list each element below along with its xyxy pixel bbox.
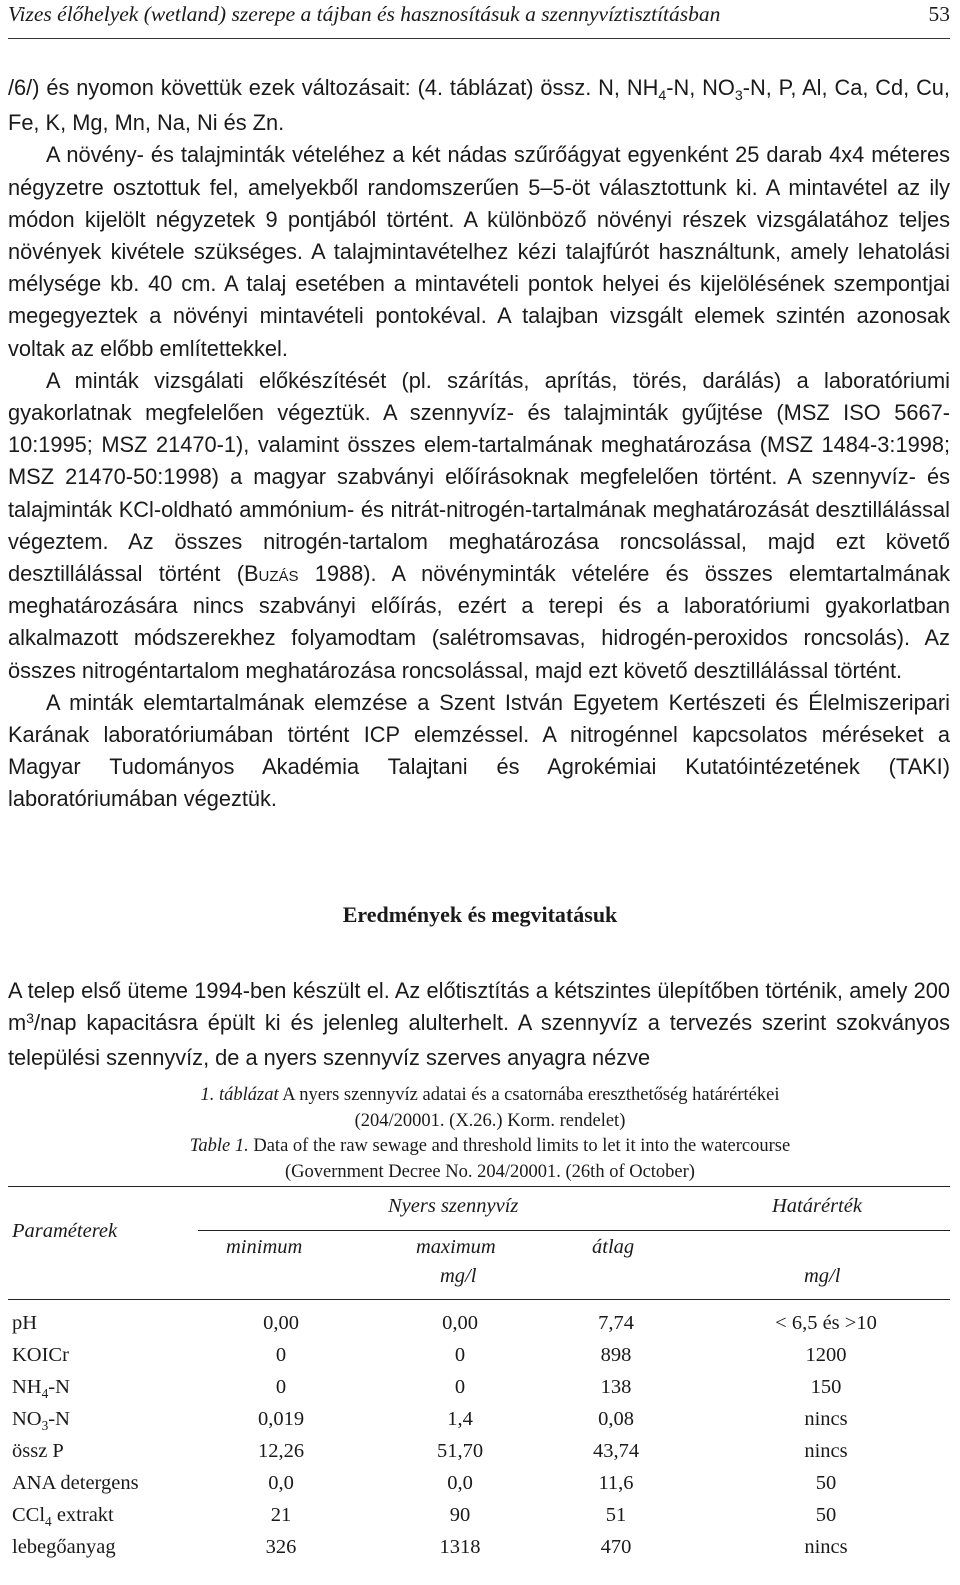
- paragraph-1: /6/) és nyomon követtük ezek változásait: (4. táblázat) össz. N, $NH_4-N$, $NO_3-N$, P, Al, Ca, Cd, Cu, Fe, K, Mg, Mn, Na, Ni és Zn.: [8, 75, 950, 136]
- value-cell-avg: 7,74: [598, 1312, 634, 1334]
- header-average: átlag: [592, 1236, 635, 1258]
- value-cell-limit: nincs: [804, 1408, 848, 1430]
- value-cell-min: 21: [270, 1504, 292, 1526]
- value-cell-max: 0: [454, 1376, 466, 1398]
- header-unit-raw: mg/l: [440, 1265, 477, 1287]
- value-cell-avg: 51: [605, 1504, 627, 1526]
- running-title: Vizes élőhelyek (wetland) szerepe a tájban és hasznosításuk a szennyvíztisztításban: [8, 2, 721, 26]
- value-cell-limit: 150: [810, 1376, 842, 1398]
- value-cell-limit: < 6,5 és >10: [775, 1312, 877, 1334]
- param-cell: ANA detergens: [12, 1472, 139, 1494]
- param-cell: KOICr: [12, 1344, 69, 1366]
- section-title: Eredmények és megvitatásuk: [342, 902, 618, 927]
- value-cell-limit: 50: [815, 1504, 837, 1526]
- value-cell-limit: 50: [815, 1472, 837, 1494]
- value-cell-max: 0,0: [447, 1472, 473, 1494]
- table-top-rule: [8, 1186, 950, 1187]
- paragraph-4: A minták elemtartalmának elemzése a Szent István Egyetem Kertészeti és Élelmiszeripari Karának laboratóriumában történt ICP elemzéssel. A nitrogénnel kapcsolatos méréseket a Magyar Tudományos Akadémia Talajtani és Agrokémiai Kutatóintézetének (TAKI) laboratóriumában végeztük.: [8, 689, 950, 812]
- value-cell-min: 0,0: [268, 1472, 294, 1494]
- param-cell: össz P: [12, 1440, 64, 1462]
- header-raw-sewage: Nyers szennyvíz: [388, 1195, 519, 1217]
- value-cell-avg: 11,6: [598, 1472, 634, 1494]
- value-cell-max: 0,00: [442, 1312, 478, 1334]
- value-cell-limit: 1200: [805, 1344, 847, 1366]
- value-cell-min: 0: [275, 1344, 287, 1366]
- header-unit-limit: mg/l: [804, 1265, 841, 1287]
- value-cell-avg: 470: [600, 1536, 632, 1558]
- value-cell-avg: 898: [600, 1344, 632, 1366]
- param-cell: $NH_4-N$: [12, 1376, 70, 1401]
- value-cell-avg: 138: [600, 1376, 632, 1398]
- param-cell: $NO_3-N$: [12, 1408, 70, 1433]
- value-cell-avg: 43,74: [592, 1440, 640, 1462]
- page-number: 53: [928, 2, 950, 26]
- value-cell-limit: nincs: [804, 1536, 848, 1558]
- header-limit: Határérték: [772, 1195, 862, 1217]
- value-cell-max: 51,70: [436, 1440, 484, 1462]
- value-cell-min: 0,00: [263, 1312, 299, 1334]
- value-cell-avg: 0,08: [598, 1408, 634, 1430]
- running-header: [8, 2, 950, 39]
- header-maximum: maximum: [416, 1236, 496, 1258]
- header-param: Paraméterek: [12, 1220, 118, 1242]
- table-caption: 1. táblázat A nyers szennyvíz adatai és a csatornába ereszthetőség határértékei (204/20001. (X.26.) Korm. rendelet) Table 1. Data of the raw sewage and threshold limits to let it into the watercourse (Government Decree No. 204/20001. (26th of October): [189, 1085, 791, 1182]
- value-cell-min: 12,26: [257, 1440, 305, 1462]
- value-cell-limit: nincs: [804, 1440, 848, 1462]
- value-cell-max: 1,4: [447, 1408, 473, 1430]
- table-group-rule: [198, 1230, 950, 1231]
- author-citation: Buzás: [243, 561, 299, 587]
- param-cell: pH: [12, 1312, 38, 1334]
- table-header-rule: [8, 1299, 950, 1300]
- methods-text: [8, 72, 950, 816]
- value-cell-min: 0: [275, 1376, 287, 1398]
- value-cell-max: 1318: [439, 1536, 481, 1558]
- paragraph-2: A növény- és talajminták vételéhez a két nádas szűrőágyat egyenként 25 darab 4x4 méteres négyzetre osztottuk fel, amelyekből randomszerűen 5–5-öt választottunk ki. A mintavétel az ily módon kijelölt négyzetek 9 pontjából történt. A különböző növényi részek vizsgálatához teljes növények kivétele szükséges. A talajmintavételhez kézi talajfúrót használtunk, amely lehatolási mélysége kb. 40 cm. A talaj esetében a mintavételi pontok helyei és kijelölésének szempontjai megegyeztek a növényi mintavételi pontokéval. A talajban vizsgált elemek szintén azonosak voltak az előbb említettekkel.: [8, 142, 950, 361]
- value-cell-max: 0: [454, 1344, 466, 1366]
- value-cell-min: 0,019: [257, 1408, 305, 1430]
- param-cell: CCl$_4$ extrakt: [12, 1504, 114, 1529]
- param-cell: lebegőanyag: [12, 1536, 116, 1558]
- value-cell-min: 326: [265, 1536, 297, 1558]
- value-cell-max: 90: [449, 1504, 471, 1526]
- paragraph-5: A telep első üteme 1994-ben készült el. Az előtisztítás a kétszintes ülepítőben történik, amely 200 $m^3$/nap kapacitásra épült ki és jelenleg alulterhelt. A szennyvíz a tervezés szerint szokványos települési szennyvíz, de a nyers szennyvíz szerves anyagra nézve: [8, 978, 950, 1071]
- header-minimum: minimum: [226, 1236, 303, 1258]
- paragraph-3: A minták vizsgálati előkészítését (pl. szárítás, aprítás, törés, darálás) a laboratóriumi gyakorlatnak megfelelően végeztük. A szennyvíz- és talajminták gyűjtése (MSZ ISO 5667-10:1995; MSZ 21470-1), valamint összes elem-tartalmának meghatározása (MSZ 1484-3:1998; MSZ 21470-50:1998) a magyar szabványi előírásoknak megfelelően történt. A szennyvíz- és talajminták KCl-oldható ammónium- és nitrát-nitrogén-tartalmának meghatározását desztillálással végeztem. Az összes nitrogén-tartalom meghatározása roncsolással, majd ezt követő desztillálással történt (Buzás 1988). A növényminták vételére és összes elemtartalmának meghatározására nincs szabványi előírás, ezért a terepi és a laboratóriumi gyakorlatban alkalmazott módszerekhez folyamodtam (salétromsavas, hidrogén-peroxidos roncsolás). Az összes nitrogéntartalom meghatározása roncsolással, majd ezt követő desztillálással történt.: [8, 367, 950, 683]
- results-text: [8, 975, 950, 1075]
